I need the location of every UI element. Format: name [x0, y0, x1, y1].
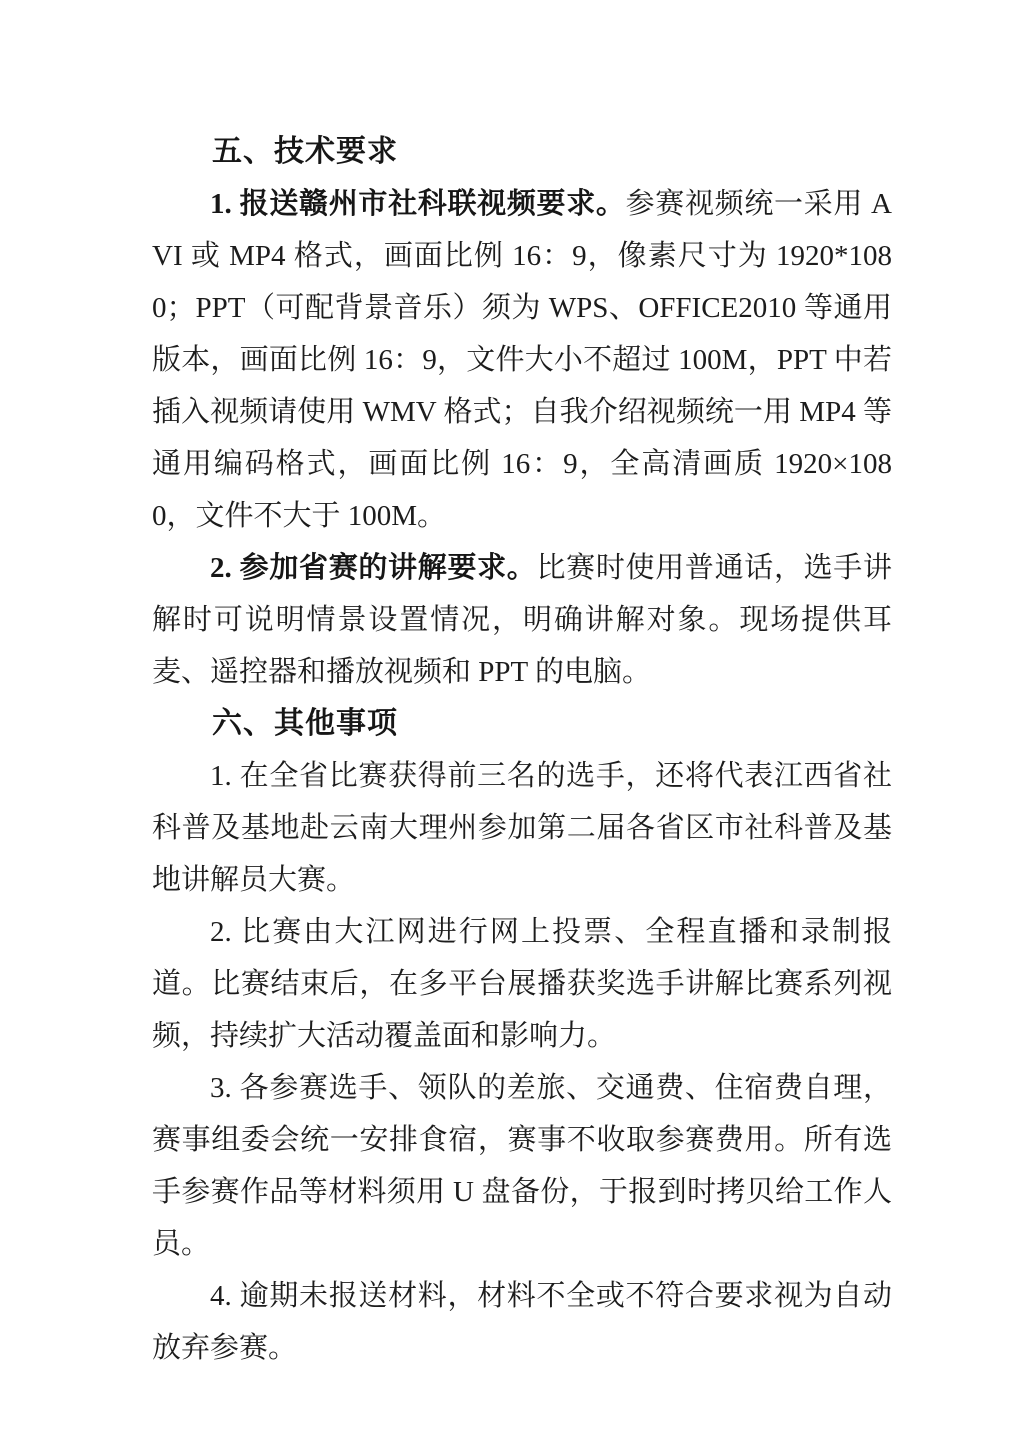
paragraph-lead-video-submission: 1. 报送赣州市社科联视频要求。 — [210, 188, 626, 220]
section-heading-technical-requirements: 五、技术要求 — [212, 135, 398, 168]
paragraph-provincial-explanation-requirements — [152, 542, 892, 698]
section-heading-other-matters: 六、其他事项 — [212, 707, 398, 740]
paragraph-text-video-submission: 参赛视频统一采用 AVI 或 MP4 格式，画面比例 16：9，像素尺寸为 1920*1080；PPT（可配背景音乐）须为 WPS、OFFICE2010 等通用版本，画面比例 16：9，文件大小不超过 100M，PPT 中若插入视频请使用 WMV 格式；自我介绍视频统一用 MP4 等通用编码格式，画面比例 16：9，全高清画质 1920×1080，文件不大于 100M。 — [152, 188, 892, 532]
paragraph-lead-provincial-explanation: 2. 参加省赛的讲解要求。 — [210, 552, 537, 584]
paragraph-video-submission-requirements — [152, 178, 892, 542]
paragraph-top-three-national-contest: 1. 在全省比赛获得前三名的选手，还将代表江西省社科普及基地赴云南大理州参加第二届各省区市社科普及基地讲解员大赛。 — [152, 760, 892, 896]
paragraph-travel-expenses-usb-backup: 3. 各参赛选手、领队的差旅、交通费、住宿费自理，赛事组委会统一安排食宿，赛事不收取参赛费用。所有选手参赛作品等材料须用 U 盘备份，于报到时拷贝给工作人员。 — [152, 1072, 892, 1260]
paragraph-text-provincial-explanation: 比赛时使用普通话，选手讲解时可说明情景设置情况，明确讲解对象。现场提供耳麦、遥控器和播放视频和 PPT 的电脑。 — [152, 552, 892, 688]
paragraph-online-voting-broadcast: 2. 比赛由大江网进行网上投票、全程直播和录制报道。比赛结束后，在多平台展播获奖选手讲解比赛系列视频，持续扩大活动覆盖面和影响力。 — [152, 916, 892, 1052]
paragraph-overdue-materials-forfeit: 4. 逾期未报送材料，材料不全或不符合要求视为自动放弃参赛。 — [152, 1280, 892, 1364]
